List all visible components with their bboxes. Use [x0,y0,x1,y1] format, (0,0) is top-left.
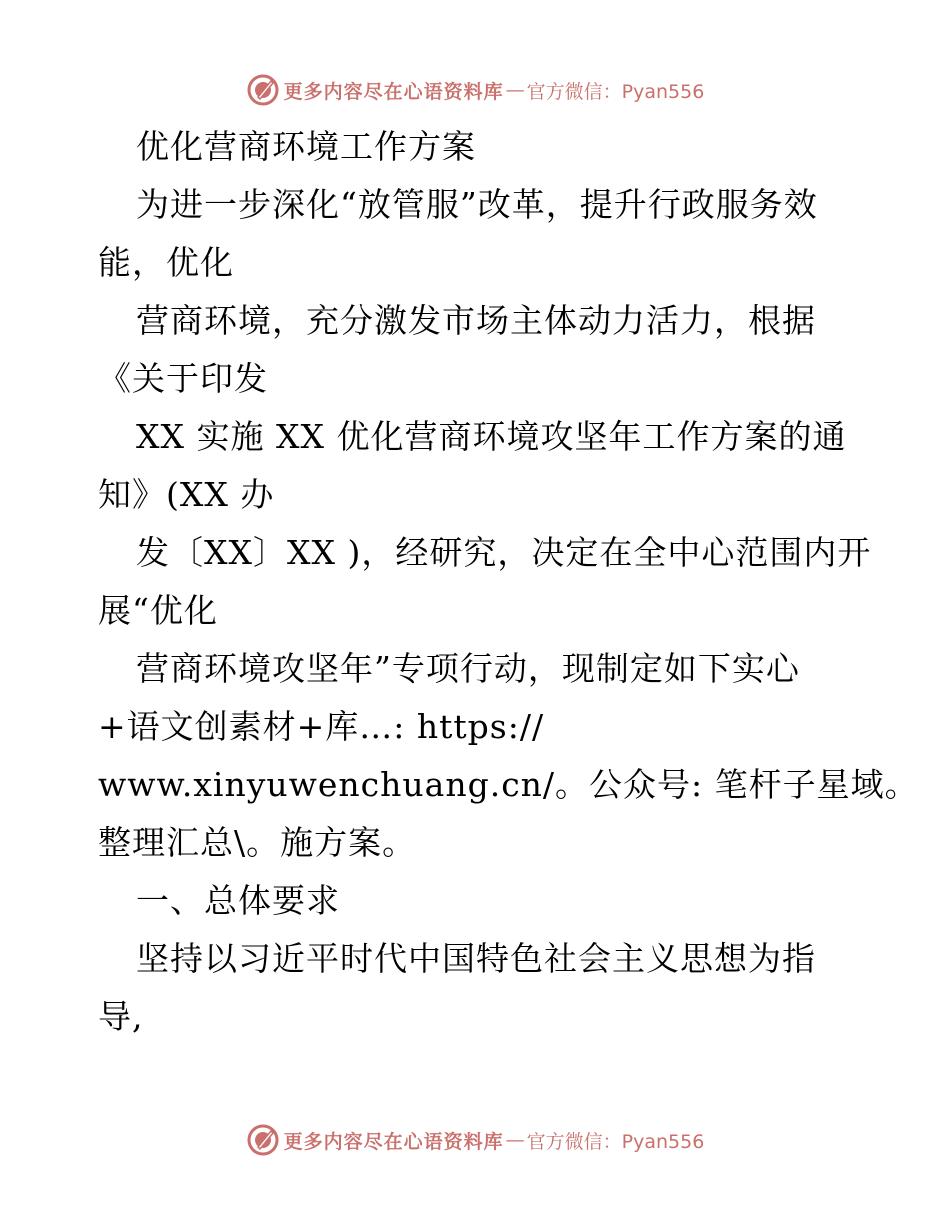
document-line: 发〔XX〕XX )，经研究，决定在全中心范围内开 [136,533,872,572]
document-line: 展“优化 [98,591,218,630]
banner-wechat-text: 官方微信：Pyan556 [526,1130,705,1153]
footer-watermark-banner [0,1120,950,1160]
document-line: 为进一步深化“放管服”改革，提升行政服务效 [136,185,818,224]
document-line: XX 实施 XX 优化营商环境攻坚年工作方案的通 [136,417,847,456]
document-line: 坚持以习近平时代中国特色社会主义思想为指 [136,939,816,978]
document-line: 整理汇总\。施方案。 [98,823,417,862]
banner-brand-text: 更多内容尽在心语资料库 [283,1130,504,1153]
document-line: www.xinyuwenchuang.cn/。公众号: 笔杆子星域。 [98,765,919,804]
document-line: 一、总体要求 [136,881,340,920]
document-line: 知》(XX 办 [98,475,275,514]
banner-brand-text: 更多内容尽在心语资料库 [283,80,504,103]
document-line: 导, [98,997,144,1036]
document-line: 能，优化 [98,243,234,282]
document-body [98,118,919,1046]
document-line: 营商环境攻坚年”专项行动，现制定如下实心 [136,649,800,688]
banner-dash: — [505,1129,525,1151]
banner-dash: — [505,79,525,101]
pen-logo-icon [246,1123,280,1157]
document-line: 《关于印发 [98,359,268,398]
banner-wechat-text: 官方微信：Pyan556 [526,80,705,103]
document-line: 优化营商环境工作方案 [136,127,476,166]
document-line: +语文创素材+库…: https:// [98,707,545,746]
header-watermark-banner [0,70,950,110]
document-line: 营商环境，充分激发市场主体动力活力，根据 [136,301,816,340]
pen-logo-icon [246,73,280,107]
